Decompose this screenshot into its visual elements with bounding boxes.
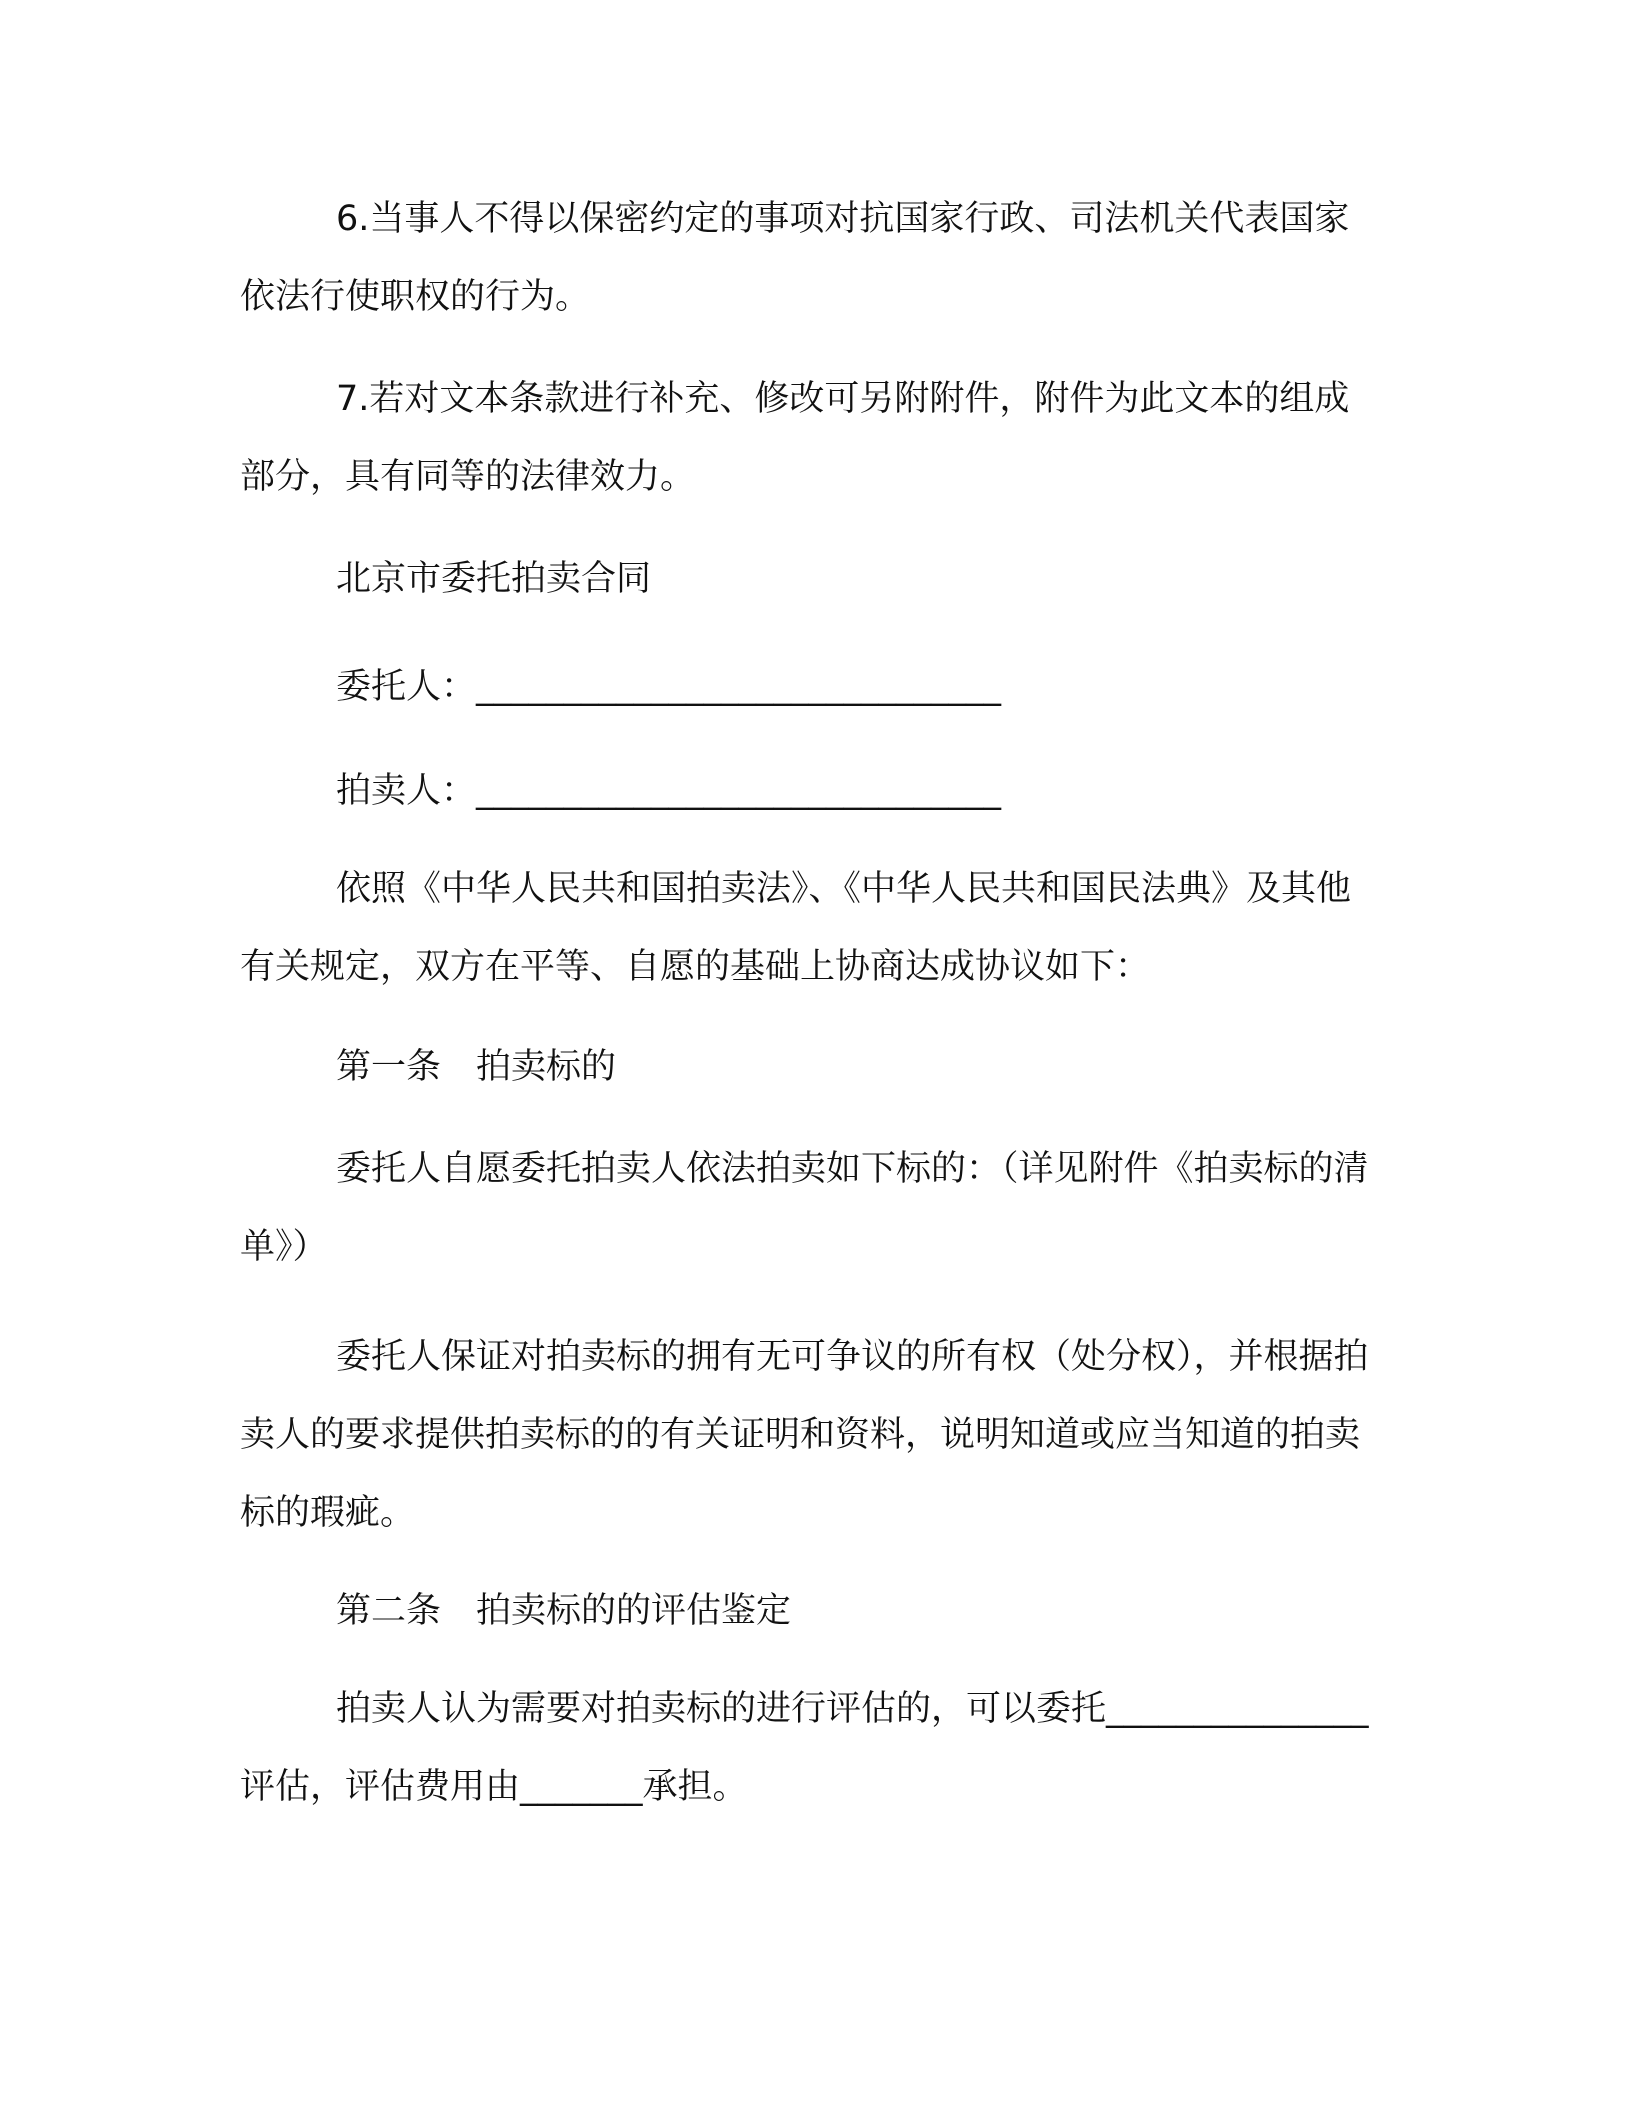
- paragraph-item-6: 6.当事人不得以保密约定的事项对抗国家行政、司法机关代表国家依法行使职权的行为。: [240, 199, 1350, 317]
- principal-line: 委托人：______________________________: [336, 667, 1002, 707]
- contract-title: 北京市委托拍卖合同: [336, 559, 652, 599]
- article-2-heading: 第二条 拍卖标的的评估鉴定: [336, 1591, 792, 1631]
- paragraph-item-7: 7.若对文本条款进行补充、修改可另附附件，附件为此文本的组成部分，具有同等的法律效力。: [240, 379, 1350, 497]
- article-1-heading: 第一条 拍卖标的: [336, 1047, 617, 1087]
- auctioneer-line: 拍卖人：______________________________: [336, 771, 1002, 811]
- article-1-paragraph-1: 委托人自愿委托拍卖人依法拍卖如下标的：（详见附件《拍卖标的清单》）: [240, 1149, 1369, 1267]
- article-2-paragraph-1: 拍卖人认为需要对拍卖标的进行评估的，可以委托_______________评估，评估费用由_______承担。: [240, 1689, 1369, 1807]
- preamble-paragraph: 依照《中华人民共和国拍卖法》、《中华人民共和国民法典》及其他有关规定，双方在平等、自愿的基础上协商达成协议如下：: [240, 869, 1352, 987]
- article-1-paragraph-2: 委托人保证对拍卖标的拥有无可争议的所有权（处分权），并根据拍卖人的要求提供拍卖标的的有关证明和资料，说明知道或应当知道的拍卖标的瑕疵。: [240, 1337, 1369, 1533]
